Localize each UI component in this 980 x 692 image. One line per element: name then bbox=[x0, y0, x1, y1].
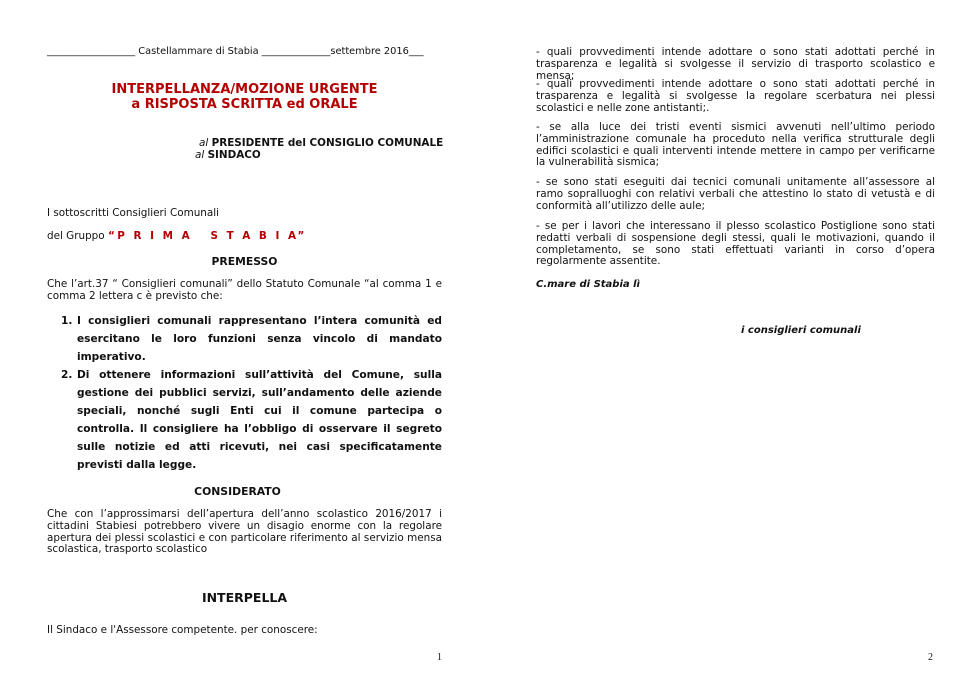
signature-label: i consiglieri comunali bbox=[741, 325, 861, 336]
document-title-line-1: INTERPELLANZA/MOZIONE URGENTE bbox=[111, 82, 378, 97]
question-item: - se sono stati eseguiti dai tecnici comunali unitamente all’assessore al ramo sopralluoghi con relativi verbali che attestino lo stato di vetustà e di conformità all’utilizzo delle aule; bbox=[536, 176, 935, 212]
premesso-text: Che l’art.37 “ Consiglieri comunali” dello Statuto Comunale “al comma 1 e comma 2 lettera c è previsto che: bbox=[47, 278, 442, 302]
list-item-number: 2. bbox=[61, 369, 73, 381]
list-item-number: 1. bbox=[61, 315, 73, 327]
signers-line: I sottoscritti Consiglieri Comunali bbox=[47, 207, 220, 219]
interpella-text: Il Sindaco e l'Assessore competente. per conoscere: bbox=[47, 624, 318, 636]
considerato-text: Che con l’approssimarsi dell’apertura dell’anno scolastico 2016/2017 i cittadini Stabiesi potrebbero vivere un disagio enorme con la regolare apertura dei plessi scolastici e con particolare riferimento al servizio mensa scolastica, trasporto scolastico bbox=[47, 508, 442, 556]
addressee-mayor bbox=[195, 149, 261, 161]
page-2 bbox=[490, 0, 980, 692]
considerato-heading: CONSIDERATO bbox=[194, 485, 281, 498]
addressee-prefix: al bbox=[195, 149, 205, 161]
addressee-president bbox=[199, 137, 443, 149]
question-item: - quali provvedimenti intende adottare o sono stati adottati perché in trasparenza e legalità si svolgesse il servizio di trasporto scolastico e mensa; bbox=[536, 46, 935, 82]
group-name: “P R I M A S T A B I A” bbox=[107, 230, 307, 242]
list-item: Di ottenere informazioni sull’attività del Comune, sulla gestione dei pubblici servizi, sull’andamento delle aziende speciali, nonché sugli Enti cui il comune partecipa o controlla. Il consigliere ha l’obbligo di osservare il segreto sulle notizie ed atti ricevuti, nei casi specificatamente previsti dalla legge. bbox=[77, 369, 442, 471]
page-number: 2 bbox=[928, 652, 933, 663]
question-item: - se per i lavori che interessano il plesso scolastico Postiglione sono stati redatti verbali di sospensione degli stessi, quali le motivazioni, quando il completamento, se sono stati effettuati varianti in corso d’opera regolarmente assentite. bbox=[536, 220, 935, 268]
group-prefix: del Gruppo bbox=[47, 230, 105, 242]
list-item: I consiglieri comunali rappresentano l’intera comunità ed esercitano le loro funzioni senza vincolo di mandato imperativo. bbox=[77, 315, 442, 363]
addressee-name: SINDACO bbox=[207, 149, 261, 161]
interpella-heading: INTERPELLA bbox=[201, 590, 288, 605]
dateline: __________________ Castellammare di Stabia ______________settembre 2016___ bbox=[47, 46, 424, 57]
page-number: 1 bbox=[437, 652, 442, 663]
premesso-heading: PREMESSO bbox=[211, 255, 278, 268]
addressee-prefix: al bbox=[199, 137, 209, 149]
addressee-name: PRESIDENTE del CONSIGLIO COMUNALE bbox=[211, 137, 444, 149]
document-title-line-2: a RISPOSTA SCRITTA ed ORALE bbox=[131, 97, 358, 112]
place-date: C.mare di Stabia lì bbox=[536, 279, 640, 290]
question-item: - se alla luce dei tristi eventi sismici avvenuti nell’ultimo periodo l’amministrazione comunale ha proceduto nella verifica strutturale degli edifici scolastici e quali interventi intende mettere in campo per verificarne la vulnerabilità sismica; bbox=[536, 121, 935, 169]
question-item: - quali provvedimenti intende adottare o sono stati adottati perché in trasparenza e legalità si svolgesse la regolare scerbatura nei plessi scolastici e nelle zone antistanti;. bbox=[536, 78, 935, 114]
group-line bbox=[47, 230, 307, 242]
